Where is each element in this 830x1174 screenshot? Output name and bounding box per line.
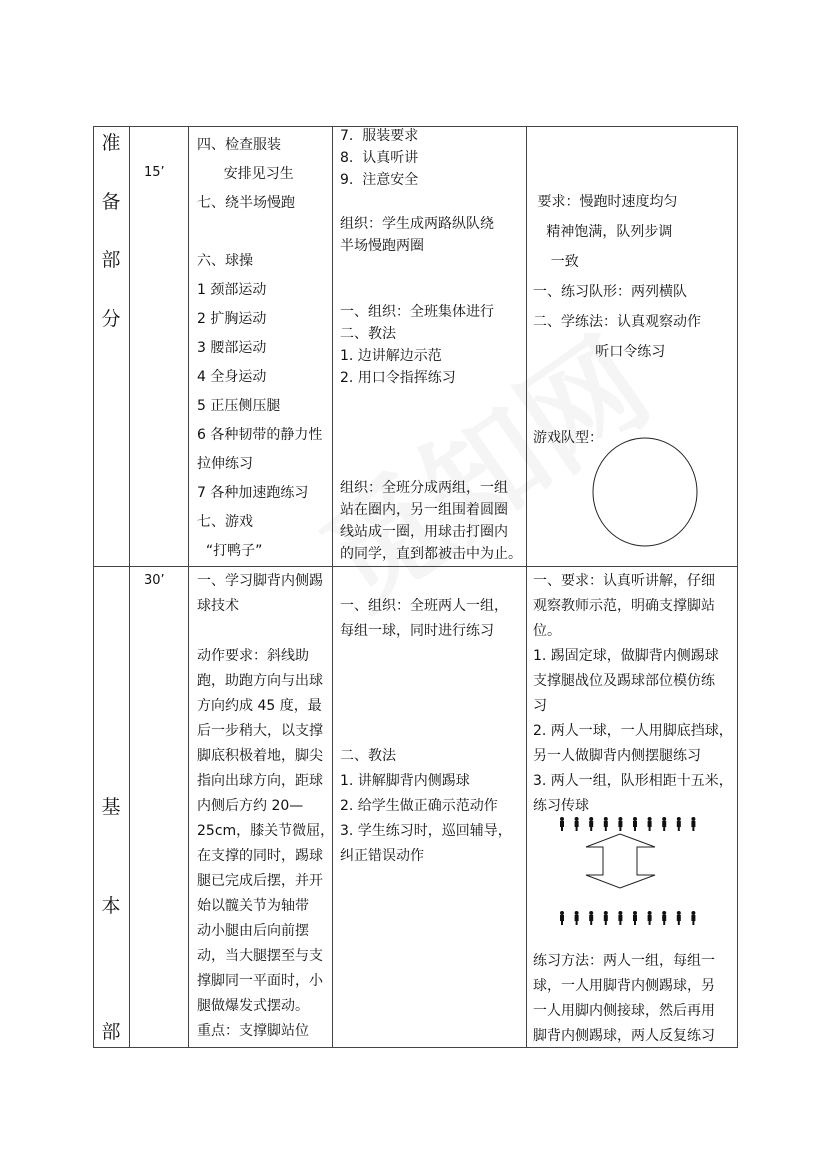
- text-line: 腿做爆发式摆动。: [197, 998, 309, 1014]
- person-icon: [677, 817, 681, 831]
- text-line: 2. 给学生做正确示范动作: [340, 798, 498, 814]
- text-line: 球，一人用脚背内侧踢球，另: [533, 978, 715, 994]
- passing-formation-diagram: [550, 815, 720, 925]
- double-arrow-icon: [586, 834, 655, 888]
- person-icon: [560, 817, 564, 831]
- text-line: 二、教法: [340, 326, 396, 342]
- person-icon: [677, 911, 681, 925]
- content-cell: [197, 569, 334, 1044]
- text-line: 动小腿由后向前摆: [197, 923, 309, 939]
- text-line: 站在圈内，另一组围着圆圈: [340, 502, 508, 518]
- text-line: 一、学习脚背内侧踢: [197, 573, 323, 589]
- text-line: 1. 讲解脚背内侧踢球: [340, 773, 470, 789]
- text-line: 二、学练法：认真观察动作: [533, 314, 701, 330]
- text-line: [340, 455, 522, 477]
- section-label-char: 本: [101, 895, 121, 917]
- time-duration: 30’: [144, 573, 165, 588]
- text-line: 组织：学生成两路纵队绕: [340, 216, 494, 232]
- text-line: 组织：全班分成两组，一组: [340, 480, 508, 496]
- text-line: 3. 两人一组，队形相距十五米，: [533, 773, 733, 789]
- text-line: 4 全身运动: [197, 369, 267, 385]
- text-line: 3. 学生练习时，巡回辅导，: [340, 823, 512, 839]
- text-line: 9. 注意安全: [340, 172, 419, 188]
- time-duration: 15’: [144, 165, 165, 180]
- text-line: 1 颈部运动: [197, 282, 267, 298]
- method-cell: [340, 569, 512, 869]
- text-line: 2. 两人一球，一人用脚底挡球，: [533, 723, 733, 739]
- text-line: [340, 389, 522, 411]
- text-line: [340, 257, 522, 279]
- text-line: 练习方法：两人一组，每组一: [533, 953, 715, 969]
- text-line: 七、游戏: [197, 514, 253, 530]
- text-line: 一、要求：认真听讲解，仔细: [533, 573, 715, 589]
- text-line: 一、练习队形：两列横队: [533, 284, 687, 300]
- text-line: “打鸭子”: [197, 543, 263, 559]
- person-icon: [691, 911, 695, 925]
- text-line: 在支撑的同时，踢球: [197, 848, 323, 864]
- text-line: 后一步稍大，以支撑: [197, 723, 323, 739]
- text-line: 球技术: [197, 598, 239, 614]
- text-line: [340, 569, 512, 594]
- person-icon: [575, 911, 579, 925]
- text-line: 始以髋关节为轴带: [197, 898, 309, 914]
- requirements-cell: [533, 569, 733, 819]
- text-line: 重点：支撑脚站位: [197, 1023, 309, 1039]
- text-line: [340, 411, 522, 433]
- text-line: 位。: [533, 623, 561, 639]
- content-cell: [197, 131, 322, 566]
- text-line: 25cm，膝关节微屈，: [197, 823, 335, 839]
- text-line: 七、绕半场慢跑: [197, 195, 295, 211]
- text-line: 腿已完成后摆，并开: [197, 873, 323, 889]
- section-label-char: 准: [101, 132, 121, 154]
- text-line: 跑，助跑方向与出球: [197, 673, 323, 689]
- text-line: 8. 认真听讲: [340, 150, 419, 166]
- text-line: 6 各种韧带的静力性: [197, 427, 323, 443]
- text-line: [340, 719, 512, 744]
- section-label-char: 备: [101, 191, 121, 213]
- text-line: 7 各种加速跑练习: [197, 485, 309, 501]
- text-line: [340, 669, 512, 694]
- practice-method-cell: [533, 949, 715, 1049]
- text-line: 半场慢跑两圈: [340, 238, 424, 254]
- person-icon: [560, 911, 564, 925]
- text-line: [340, 191, 522, 213]
- text-line: 指向出球方向，距球: [197, 773, 323, 789]
- text-line: [340, 279, 522, 301]
- text-line: [340, 644, 512, 669]
- text-line: 六、球操: [197, 253, 253, 269]
- person-icon: [662, 911, 666, 925]
- section-label-char: 部: [101, 249, 121, 271]
- text-line: 1. 踢固定球，做脚背内侧踢球: [533, 648, 719, 664]
- text-line: 脚背内侧踢球，两人反复练习: [533, 1028, 715, 1044]
- section-label-char: 部: [101, 1021, 121, 1043]
- text-line: 拉伸练习: [197, 456, 253, 472]
- person-icon: [589, 817, 593, 831]
- person-icon: [575, 817, 579, 831]
- text-line: 2. 用口令指挥练习: [340, 370, 456, 386]
- text-line: 1. 边讲解边示范: [340, 348, 442, 364]
- person-icon: [589, 911, 593, 925]
- text-line: 的同学，直到都被击中为止。: [340, 546, 522, 562]
- text-line: 7. 服装要求: [340, 128, 419, 144]
- person-icon: [633, 817, 637, 831]
- text-line: 支撑腿战位及踢球部位模仿练: [533, 673, 715, 689]
- text-line: 方向约成 45 度，最: [197, 698, 322, 714]
- text-line: 观察教师示范，明确支撑脚站: [533, 598, 715, 614]
- person-icon: [618, 911, 622, 925]
- text-line: 3 腰部运动: [197, 340, 267, 356]
- text-line: 一致: [533, 254, 579, 270]
- text-line: [340, 433, 522, 455]
- text-line: 撑脚同一平面时，小: [197, 973, 323, 989]
- text-line: 纠正错误动作: [340, 848, 424, 864]
- text-line: 每组一球，同时进行练习: [340, 623, 494, 639]
- circle-formation-diagram: [590, 436, 700, 548]
- person-icon: [662, 817, 666, 831]
- text-line: 内侧后方约 20—: [197, 798, 304, 814]
- text-line: [340, 694, 512, 719]
- text-line: 5 正压侧压腿: [197, 398, 281, 414]
- text-line: [197, 619, 334, 644]
- person-icon: [691, 817, 695, 831]
- text-line: 精神饱满，队列步调: [533, 224, 673, 240]
- text-line: 一、组织：全班两人一组，: [340, 598, 508, 614]
- person-icon: [604, 911, 608, 925]
- text-line: 动作要求：斜线助: [197, 648, 309, 664]
- text-line: 脚底积极着地，脚尖: [197, 748, 323, 764]
- text-line: 二、教法: [340, 748, 396, 764]
- text-line: 另一人做脚背内侧摆腿练习: [533, 748, 701, 764]
- person-icon: [618, 817, 622, 831]
- text-line: 听口令练习: [533, 344, 666, 360]
- text-line: 习: [533, 698, 547, 714]
- person-icon: [633, 911, 637, 925]
- section-label-char: 基: [101, 796, 121, 818]
- section-label-char: 分: [101, 308, 121, 330]
- person-icon: [648, 817, 652, 831]
- text-line: 一人用脚内侧接球，然后再用: [533, 1003, 715, 1019]
- text-line: 一、组织：全班集体进行: [340, 304, 494, 320]
- requirements-cell: [533, 187, 701, 367]
- text-line: 2 扩胸运动: [197, 311, 267, 327]
- formation-label: 游戏队型：: [533, 430, 603, 446]
- text-line: 线站成一圈，用球击打圈内: [340, 524, 508, 540]
- text-line: 安排见习生: [197, 166, 294, 182]
- text-line: 四、检查服装: [197, 137, 281, 153]
- text-line: 要求：慢跑时速度均匀: [533, 194, 678, 210]
- text-line: 练习传球: [533, 798, 589, 814]
- method-cell: [340, 125, 522, 565]
- person-icon: [604, 817, 608, 831]
- person-icon: [648, 911, 652, 925]
- text-line: 动，当大腿摆至与支: [197, 948, 323, 964]
- text-line: [197, 218, 322, 247]
